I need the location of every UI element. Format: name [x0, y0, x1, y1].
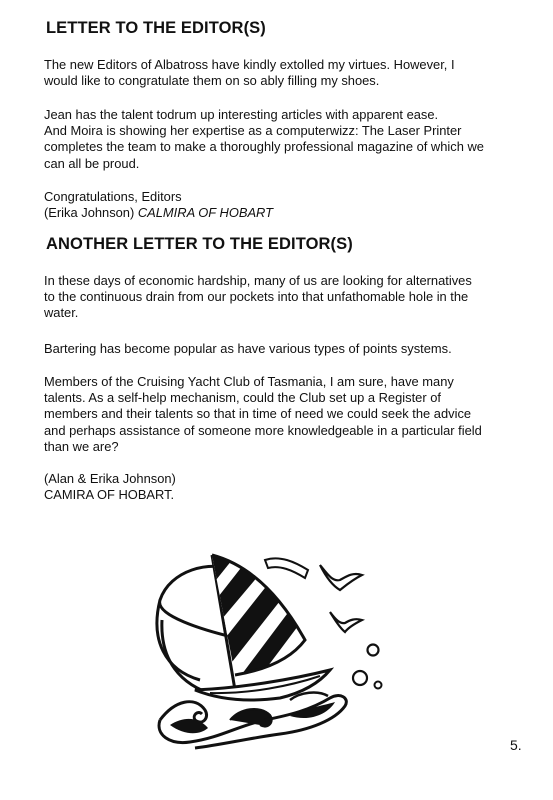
text-line: to the continuous drain from our pockets into that unfathomable hole in the [44, 289, 469, 305]
text-line: than we are? [44, 438, 119, 454]
letter1-paragraph-2 [44, 107, 520, 172]
text-line: members and their talents so that in time of need we could seek the advice [44, 406, 472, 422]
signoff-author [44, 205, 520, 221]
bubble [353, 671, 367, 685]
bird [330, 612, 362, 632]
text-line: water. [44, 305, 79, 321]
bird [320, 565, 362, 590]
text-line: talents. As a self-help mechanism, could the Club set up a Register of [44, 390, 441, 406]
wave [160, 702, 207, 722]
letter2-paragraph-1 [44, 273, 520, 322]
letter2-paragraph-3 [44, 374, 520, 455]
letter2-paragraph-2 [44, 341, 520, 357]
hull [195, 670, 330, 700]
signoff-greeting: Congratulations, Editors [44, 189, 182, 204]
text-line: and perhaps assistance of someone more knowledgeable in a particular field [44, 422, 482, 438]
bubble [375, 682, 382, 689]
text-line: Jean has the talent todrum up interesting articles with apparent ease. [44, 107, 439, 122]
wave-fill [290, 702, 335, 718]
pennant [265, 558, 308, 578]
sailboat-illustration-icon [140, 520, 400, 760]
signoff-author: (Alan & Erika Johnson) [44, 471, 176, 486]
text-line: Bartering has become popular as have various types of points systems. [44, 341, 452, 356]
letter1-paragraph-1 [44, 57, 520, 89]
text-line: And Moira is showing her expertise as a computerwizz: The Laser Printer [44, 123, 462, 139]
boat-name: CAMIRA OF HOBART. [44, 487, 175, 503]
text-line: completes the team to make a thoroughly professional magazine of which we [44, 139, 484, 155]
text-line: Members of the Cruising Yacht Club of Tasmania, I am sure, have many [44, 374, 454, 389]
letter2-signoff [44, 471, 520, 503]
author-name: (Erika Johnson) [44, 205, 138, 221]
letter-heading: LETTER TO THE EDITOR(S) [46, 19, 266, 37]
text-line: can all be proud. [44, 155, 140, 171]
boat-name: CALMIRA OF HOBART [137, 205, 273, 221]
text-line: would like to congratulate them on so ably filling my shoes. [44, 73, 380, 89]
page-number: 5. [510, 737, 522, 753]
bubble [368, 645, 379, 656]
letter1-signoff [44, 189, 520, 221]
letter-heading: ANOTHER LETTER TO THE EDITOR(S) [46, 235, 353, 253]
text-line: The new Editors of Albatross have kindly extolled my virtues. However, I [44, 57, 455, 72]
text-line: In these days of economic hardship, many of us are looking for alternatives [44, 273, 472, 288]
